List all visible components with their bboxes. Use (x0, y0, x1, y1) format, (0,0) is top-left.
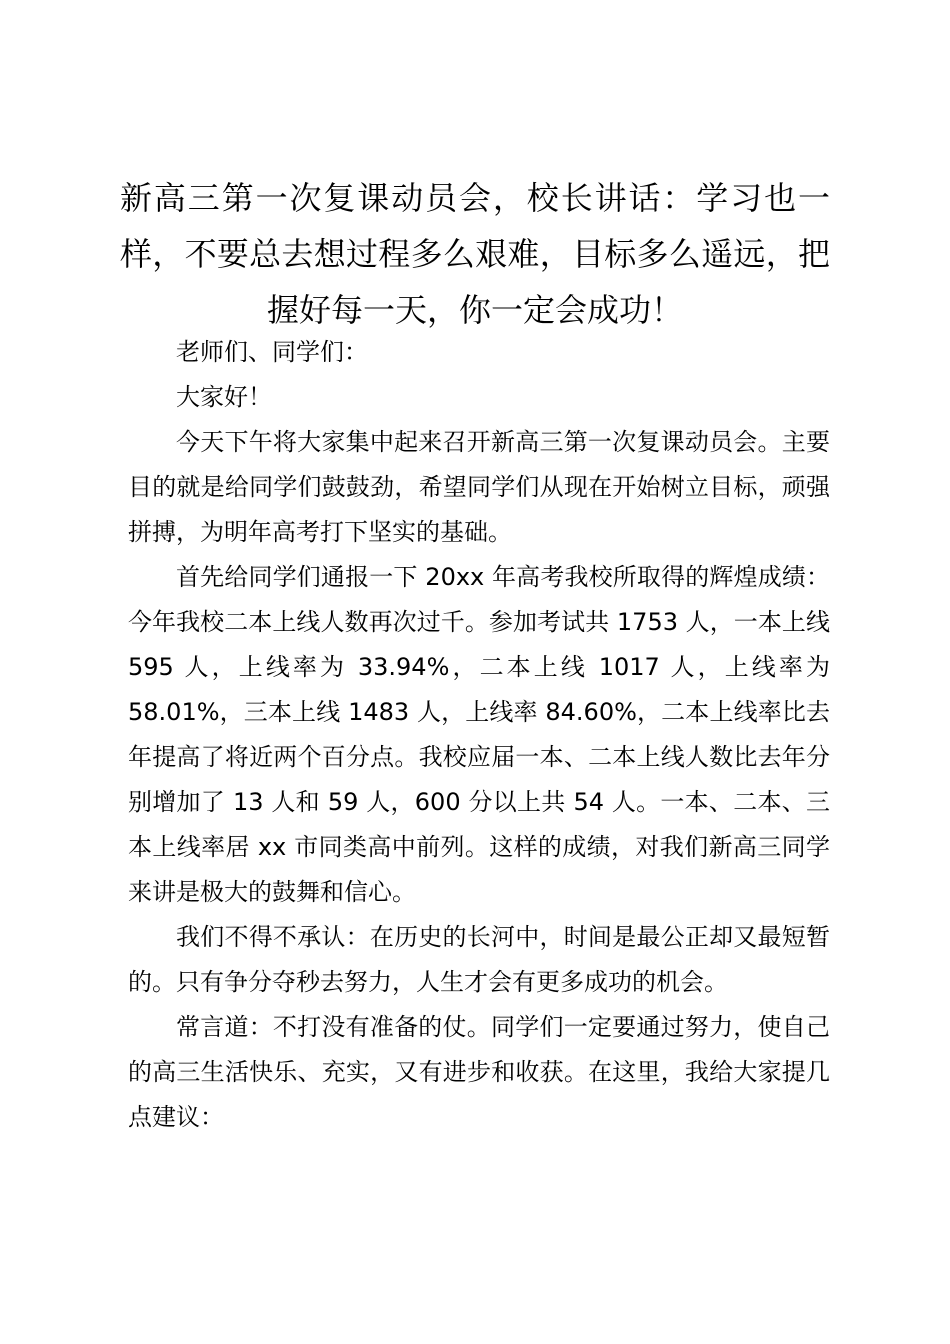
paragraph-time: 我们不得不承认：在历史的长河中，时间是最公正却又最短暂的。只有争分夺秒去努力，人生才会有更多成功的机会。 (128, 923, 830, 996)
paragraph-greeting: 老师们、同学们： (176, 338, 368, 366)
document-body (128, 330, 830, 1140)
paragraph-purpose: 今天下午将大家集中起来召开新高三第一次复课动员会。主要目的就是给同学们鼓鼓劲，希望同学们从现在开始树立目标，顽强拼搏，为明年高考打下坚实的基础。 (128, 428, 830, 546)
paragraph-hello: 大家好！ (176, 383, 272, 411)
paragraph-results: 首先给同学们通报一下 20xx 年高考我校所取得的辉煌成绩：今年我校二本上线人数再次过千。参加考试共 1753 人，一本上线 595 人，上线率为 33.94%，二本上线 1017 人，上线率为 58.01%，三本上线 1483 人，上线率 84.60%，二本上线率比去年提高了将近两个百分点。我校应届一本、二本上线人数比去年分别增加了 13 人和 59 人，600 分以上共 54 人。一本、二本、三本上线率居 xx 市同类高中前列。这样的成绩，对我们新高三同学来讲是极大的鼓舞和信心。 (128, 563, 830, 906)
paragraph-suggestions: 常言道：不打没有准备的仗。同学们一定要通过努力，使自己的高三生活快乐、充实，又有进步和收获。在这里，我给大家提几点建议： (128, 1013, 830, 1131)
document-title: 新高三第一次复课动员会，校长讲话：学习也一样，不要总去想过程多么艰难，目标多么遥远，把握好每一天，你一定会成功！ (120, 179, 830, 329)
